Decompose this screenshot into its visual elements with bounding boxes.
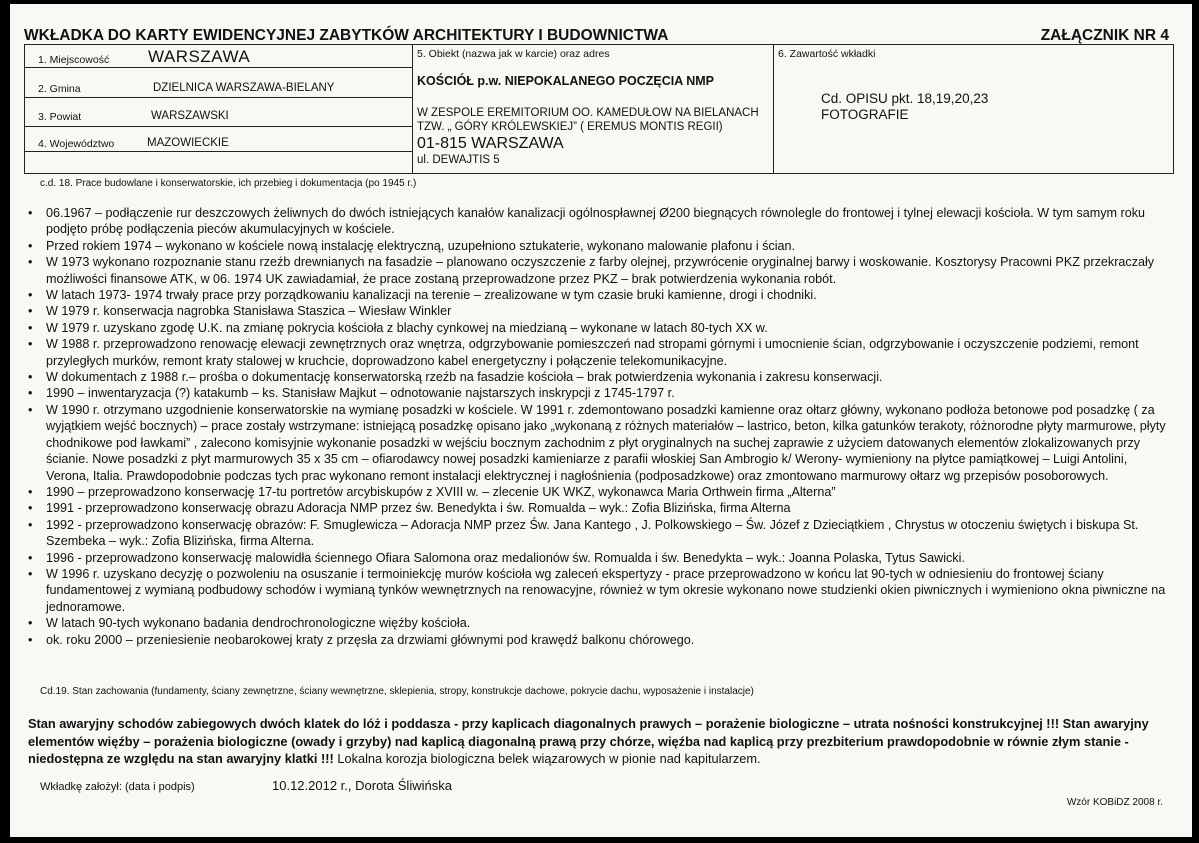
- list-item: • 06.1967 – podłączenie rur deszczowych żeliwnych do dwóch istniejących kanałów kanalizacji ogólnospławnej Ø200 biegnących równolegle do frontowej i tylnej elewacji kościoła. W tym samym roku podjęto próbę podłączenia pieców akumulacyjnych w kościele.: [22, 205, 1172, 238]
- section-19-heading: Cd.19. Stan zachowania (fundamenty, ściany zewnętrzne, ściany wewnętrzne, sklepienia, stropy, konstrukcje dachowe, pokrycie dachu, wyposażenie i instalacje): [40, 686, 754, 697]
- wojewodztwo-value: MAZOWIECKIE: [147, 137, 229, 149]
- obiekt-line1: W ZESPOLE EREMITORIUM OO. KAMEDUŁOW NA BIELANACH: [417, 107, 759, 119]
- list-item: • W 1988 r. przeprowadzono renowację elewacji zewnętrznych oraz wnętrza, odgrzybowanie pomieszczeń nad stropami górnymi i umocnienie ścian, odgrzybowanie i oczyszczenie podziemi, remont przyległych murków, remont kraty stalowej w kruchcie, doprowadzono kabel energetyczny i połączenie telekomunikacyjne.: [22, 336, 1172, 369]
- author-label: Wkładkę założył: (data i podpis): [40, 781, 195, 793]
- author-value: 10.12.2012 r., Dorota Śliwińska: [272, 778, 452, 793]
- works-list: [22, 205, 1172, 648]
- list-item: • 1992 - przeprowadzono konserwację obrazów: F. Smuglewicza – Adoracja NMP przez Św. Jana Kantego , J. Polkowskiego – Św. Józef z Dzieciątkiem , Chrystus w otoczeniu świętych i biskupa St. Szembeka – wyk.: Zofia Blizińska, firma Alterna.: [22, 517, 1172, 550]
- list-item: • W latach 1973- 1974 trwały prace przy porządkowaniu kanalizacji na terenie – zrealizowane w tym czasie bruki kamienne, drogi i chodniki.: [22, 287, 1172, 303]
- obiekt-street: ul. DEWAJTIS 5: [417, 154, 500, 166]
- list-item: • W 1973 wykonano rozpoznanie stanu rzeźb drewnianych na fasadzie – planowano oczyszczenie z farby olejnej, przywrócenie oryginalnej barwy i woskowanie. Kosztorysy Pracowni PKZ przekraczały możliwości finansowe ATK, w 06. 1974 UK zawiadamiał, że prace zostaną przeprowadzone przez PKZ – brak potwierdzenia wykonania robót.: [22, 254, 1172, 287]
- zawartosc-label: 6. Zawartość wkładki: [778, 48, 876, 60]
- list-item: • W 1990 r. otrzymano uzgodnienie konserwatorskie na wymianę posadzki w kościele. W 1991 r. zdemontowano posadzki kamienne oraz ołtarz główny, wykonano podłoża betonowe pod posadzkę ( za wyjątkiem wejść bocznych) – prace zostały wstrzymane: istniejącą posadzkę opisano jako „wykonaną z różnych materiałów – lastrico, beton, kilka gatunków terakoty, różnorodne płyty marmurowe, płyty chodnikowe pod ławkami” , zalecono komisyjnie wykonanie posadzki w wejściu bocznym zachodnim z płyt oryginalnych na suchej zaprawie z użyciem datowanych elementów zlokalizowanych przy ścianie. Nowe posadzki z płyt marmurowych 35 x 35 cm – ofiarodawcy nowej posadzki kamieniarze z parafii włoskiej San Ambrogio k/ Werony- wymieniony na płytce pamiątkowej – Luigi Antolini, Verona, Italia. Prawdopodobnie podczas tych prac wykonano remont instalacji elektrycznej i nagłośnienia (podposadzkowe) oraz zmontowano marmurowy ołtarz wg przepisów posoborowych.: [22, 402, 1172, 484]
- list-item: • 1990 – inwentaryzacja (?) katakumb – ks. Stanisław Majkut – odnotowanie najstarszych inskrypcji z 1745-1797 r.: [22, 385, 1172, 401]
- powiat-label: 3. Powiat: [38, 111, 82, 123]
- list-item: • 1991 - przeprowadzono konserwację obrazu Adoracja NMP przez św. Benedykta i św. Romualda – wyk.: Zofia Blizińska, firma Alterna: [22, 500, 1172, 516]
- obiekt-line2: TZW. „ GÓRY KRÓLEWSKIEJ” ( EREMUS MONTIS REGII): [417, 121, 723, 133]
- miejscowosc-value: WARSZAWA: [148, 47, 251, 66]
- document-title: WKŁADKA DO KARTY EWIDENCYJNEJ ZABYTKÓW ARCHITEKTURY I BUDOWNICTWA: [24, 27, 669, 44]
- section-18-heading: c.d. 18. Prace budowlane i konserwatorskie, ich przebieg i dokumentacja (po 1945 r.): [40, 178, 417, 189]
- list-item: • ok. roku 2000 – przeniesienie neobarokowej kraty z przęsła za drzwiami głównymi pod krawędź balkonu chórowego.: [22, 632, 1172, 648]
- list-item: • 1996 - przeprowadzono konserwację malowidła ściennego Ofiara Salomona oraz medalionów św. Romualda i św. Benedykta – wyk.: Joanna Polaska, Tytus Sawicki.: [22, 550, 1172, 566]
- condition-text: [28, 715, 1168, 768]
- list-item: • 1990 – przeprowadzono konserwację 17-tu portretów arcybiskupów z XVIII w. – zlecenie UK WKZ, wykonawca Maria Orthwein firma „Alterna”: [22, 484, 1172, 500]
- wojewodztwo-label: 4. Województwo: [38, 138, 115, 150]
- list-item: • Przed rokiem 1974 – wykonano w kościele nową instalację elektryczną, uzupełniono sztukaterie, wykonano malowanie plafonu i ścian.: [22, 238, 1172, 254]
- obiekt-postal: 01-815 WARSZAWA: [417, 135, 564, 152]
- list-item: • W latach 90-tych wykonano badania dendrochronologiczne więźby kościoła.: [22, 615, 1172, 631]
- zawartosc-line1: Cd. OPISU pkt. 18,19,20,23: [821, 91, 989, 106]
- list-item: • W 1979 r. konserwacja nagrobka Stanisława Staszica – Wiesław Winkler: [22, 303, 1172, 319]
- obiekt-name: KOŚCIÓŁ p.w. NIEPOKALANEGO POCZĘCIA NMP: [417, 74, 715, 88]
- list-item: • W 1979 r. uzyskano zgodę U.K. na zmianę pokrycia kościoła z blachy cynkowej na miedzianą – wykonane w latach 80-tych XX w.: [22, 320, 1172, 336]
- form-row-line: [25, 97, 412, 98]
- gmina-label: 2. Gmina: [38, 83, 81, 95]
- miejscowosc-label: 1. Miejscowość: [38, 54, 110, 66]
- form-divider: [412, 45, 413, 173]
- list-item: • W 1996 r. uzyskano decyzję o pozwoleniu na osuszanie i termoiniekcję murów kościoła wg zaleceń ekspertyzy - prace przeprowadzono w końcu lat 90-tych w odniesieniu do frontowej ściany fundamentowej z wymianą podbudowy schodów i wymianą tynków wewnętrznych na renowacyjne, również w tym okresie wykonano nowe studzienki okien piwnicznych i wymieniono okna piwniczne na jednoramowe.: [22, 566, 1172, 615]
- form-divider: [773, 45, 774, 173]
- condition-critical: Stan awaryjny schodów zabiegowych dwóch klatek do lóż i poddasza - przy kaplicach diagonalnych prawych – porażenie biologiczne – utrata nośności konstrukcyjnej !!! Stan awaryjny elementów więźby – porażenia biologiczne (owady i grzyby) nad kaplicą diagonalną prawą przy chórze, więźba nad kaplicą przy prezbiterium prawdopodobnie w równie złym stanie - niedostępna ze względu na stan awaryjny klatki !!!: [28, 716, 1149, 766]
- template-version: Wzór KOBiDZ 2008 r.: [1066, 797, 1163, 808]
- header-form: [24, 44, 1174, 174]
- powiat-value: WARSZAWSKI: [151, 110, 229, 122]
- list-item: • W dokumentach z 1988 r.– prośba o dokumentację konserwatorską rzeźb na fasadzie kościoła – brak potwierdzenia wykonania i zakresu konserwacji.: [22, 369, 1172, 385]
- form-row-line: [25, 67, 412, 68]
- obiekt-label: 5. Obiekt (nazwa jak w karcie) oraz adres: [417, 48, 610, 60]
- condition-note: Lokalna korozja biologiczna belek wiązarowych w pionie nad kapitularzem.: [333, 751, 761, 766]
- gmina-value: DZIELNICA WARSZAWA-BIELANY: [153, 82, 335, 94]
- form-row-line: [25, 151, 412, 152]
- form-row-line: [25, 126, 412, 127]
- zawartosc-line2: FOTOGRAFIE: [821, 107, 909, 122]
- annex-number: ZAŁĄCZNIK NR 4: [1040, 27, 1169, 44]
